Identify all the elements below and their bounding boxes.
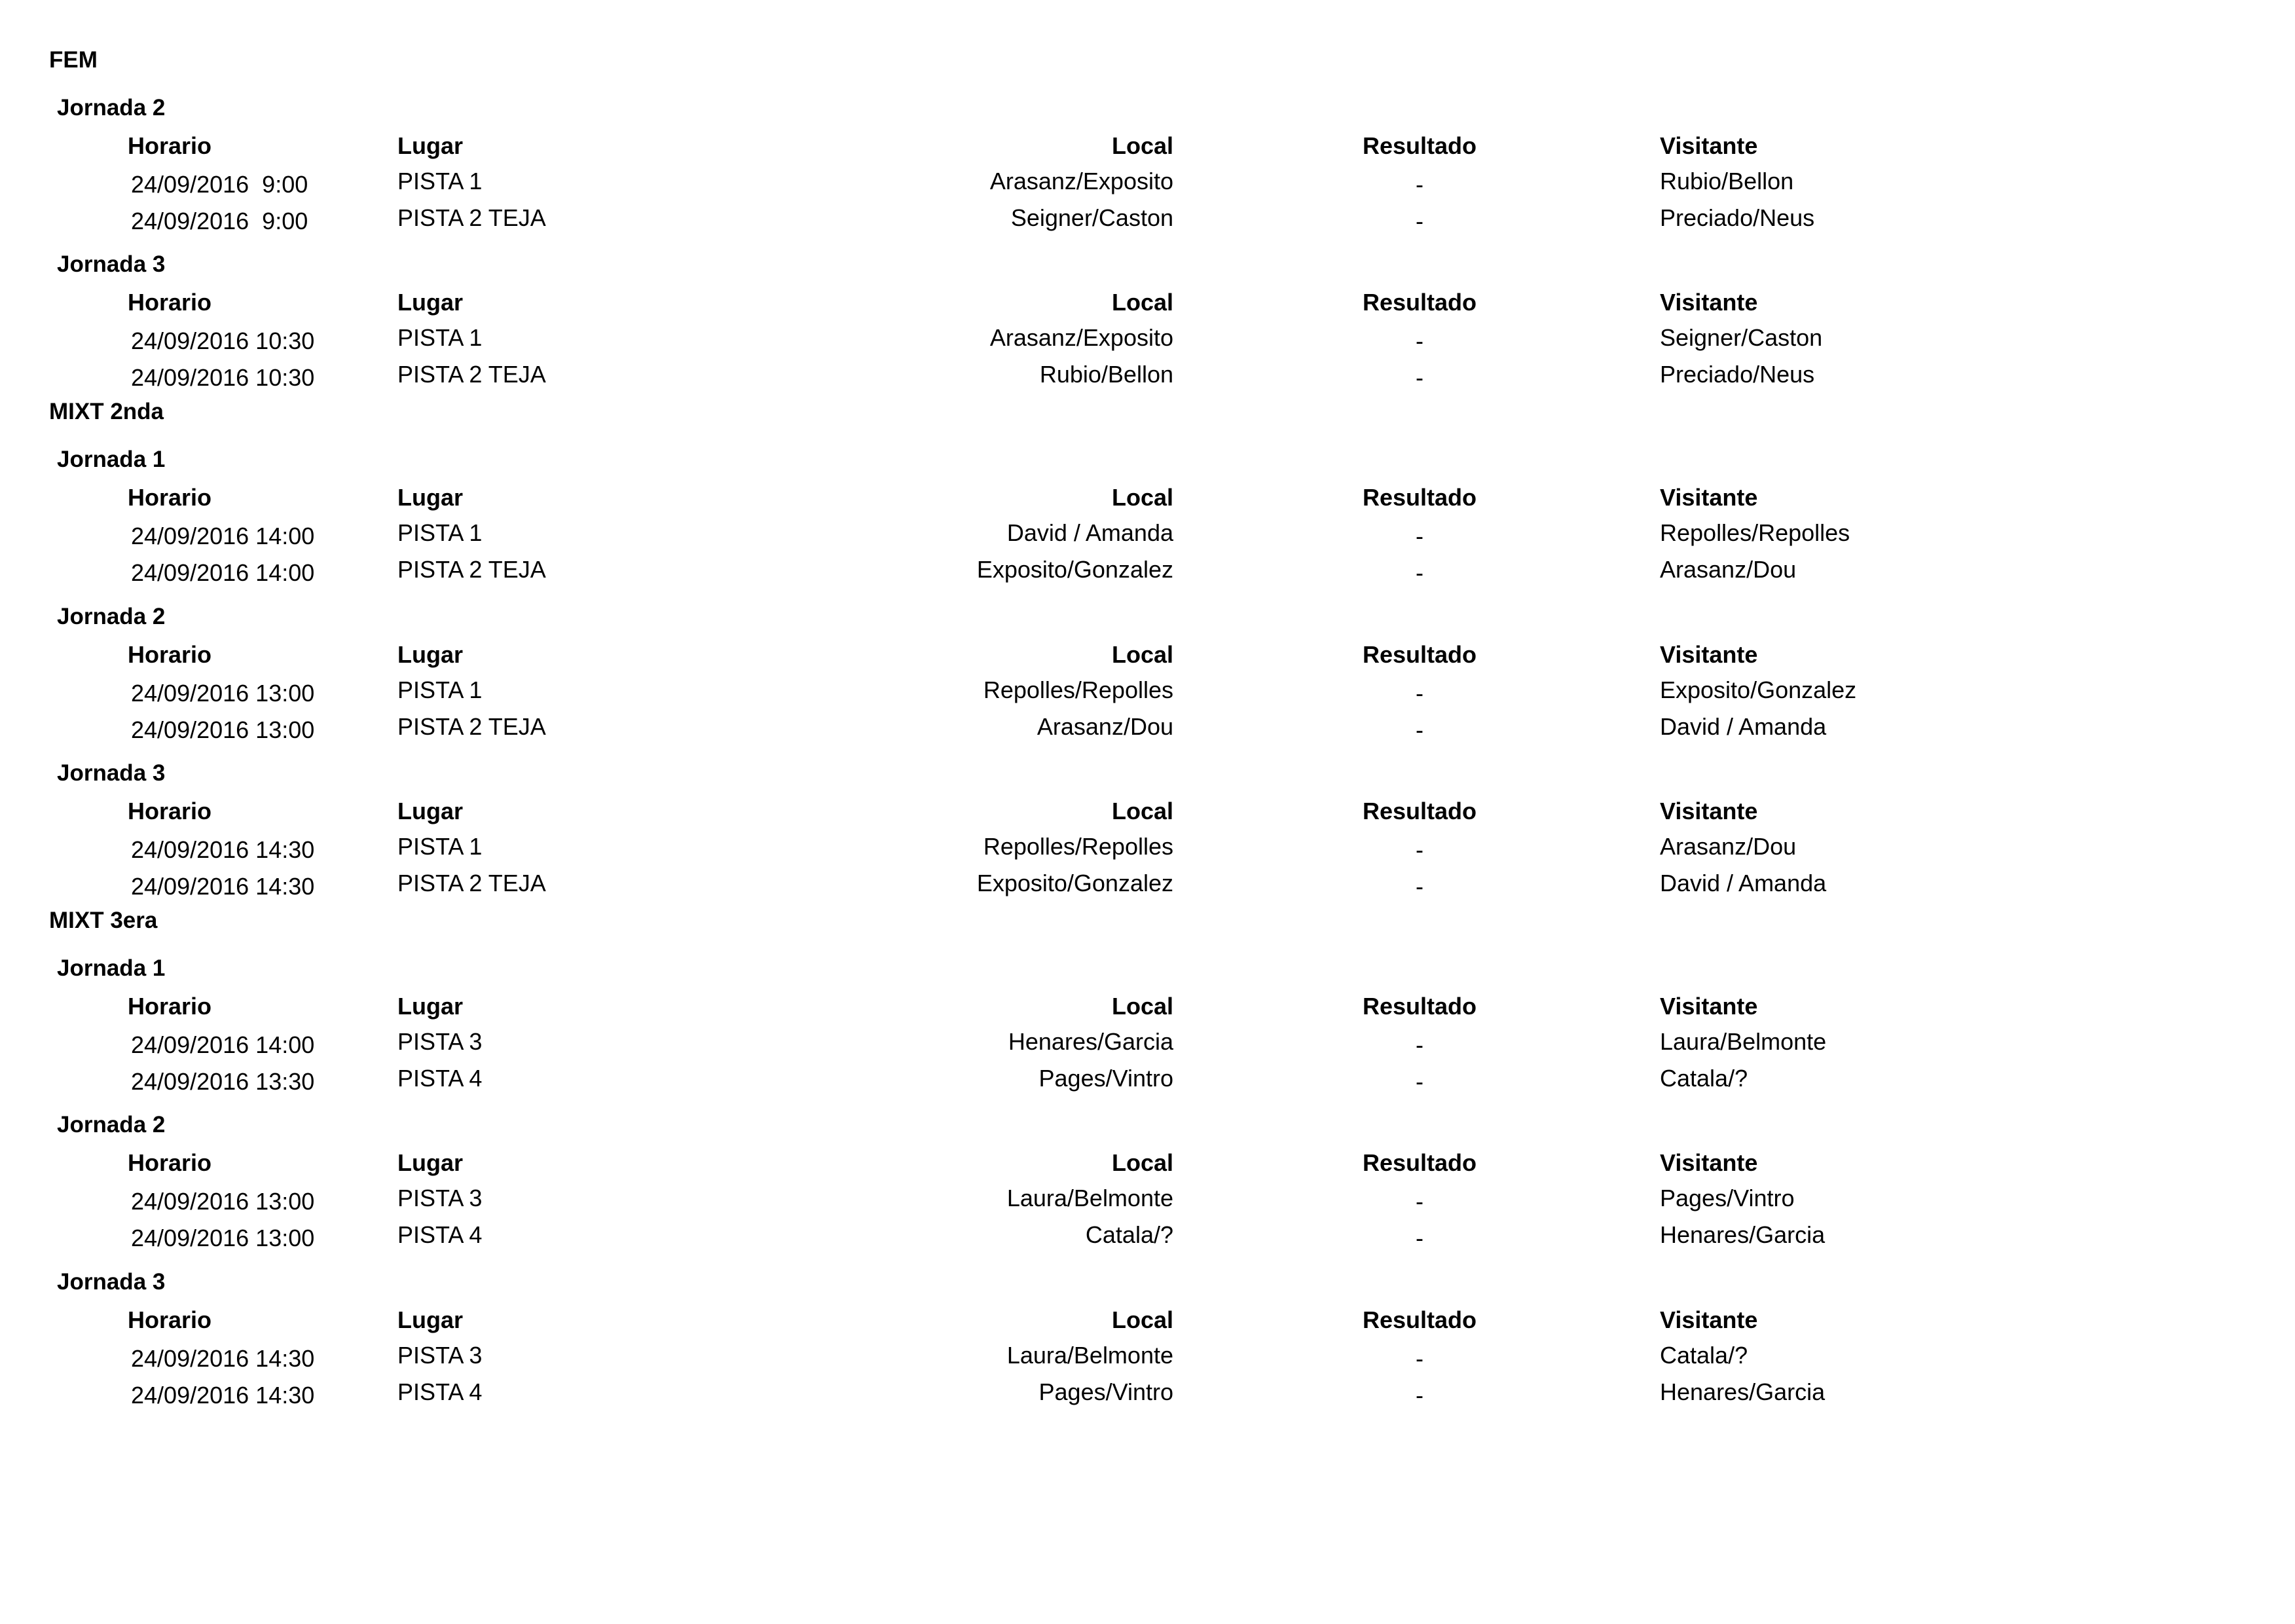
match-horario: 24/09/2016 13:00 [131,716,315,743]
match-resultado: - [1416,1382,1423,1409]
column-header-visitante: Visitante [1660,1306,1758,1333]
column-header-visitante: Visitante [1660,132,1758,159]
match-row [0,204,2295,236]
column-header-horario: Horario [128,289,212,316]
jornada-title: Jornada 2 [57,95,166,120]
match-horario: 24/09/2016 10:30 [131,327,315,354]
column-header-local: Local [1111,641,1173,668]
table-header-row [0,992,2295,1025]
match-horario: 24/09/2016 14:30 [131,1345,315,1372]
column-header-resultado: Resultado [1362,1149,1477,1176]
match-resultado: - [1416,327,1423,354]
column-header-local: Local [1111,1306,1173,1333]
column-header-horario: Horario [128,132,212,159]
jornada-title: Jornada 2 [57,1112,166,1137]
match-lugar: PISTA 4 [397,1378,483,1405]
match-local: Laura/Belmonte [1006,1342,1173,1369]
match-row [0,832,2295,865]
match-visitante: Repolles/Repolles [1660,519,1850,546]
column-header-local: Local [1111,798,1173,824]
column-header-resultado: Resultado [1362,484,1477,511]
column-header-horario: Horario [128,484,212,511]
column-header-visitante: Visitante [1660,1149,1758,1176]
match-visitante: Catala/? [1660,1065,1748,1092]
match-visitante: Seigner/Caston [1660,324,1823,351]
match-lugar: PISTA 2 TEJA [397,556,546,583]
table-header-row [0,797,2295,830]
match-local: Exposito/Gonzalez [976,870,1173,896]
column-header-lugar: Lugar [397,289,464,316]
column-header-visitante: Visitante [1660,798,1758,824]
match-row [0,676,2295,709]
table-header-row [0,288,2295,321]
column-header-lugar: Lugar [397,484,464,511]
jornada-title: Jornada 3 [57,251,166,277]
match-horario: 24/09/2016 13:00 [131,680,315,707]
column-header-horario: Horario [128,993,212,1020]
column-header-resultado: Resultado [1362,289,1477,316]
match-row [0,555,2295,588]
match-row [0,1184,2295,1217]
table-header-row [0,640,2295,673]
jornada-title: Jornada 3 [57,1269,166,1295]
match-resultado: - [1416,680,1423,707]
column-header-local: Local [1111,289,1173,316]
column-header-lugar: Lugar [397,1149,464,1176]
match-local: Seigner/Caston [1010,204,1173,231]
column-header-resultado: Resultado [1362,993,1477,1020]
table-header-row [0,132,2295,164]
match-resultado: - [1416,1068,1423,1095]
match-local: Pages/Vintro [1038,1378,1173,1405]
match-local: Arasanz/Dou [1037,713,1173,740]
jornada-title: Jornada 2 [57,604,166,629]
match-visitante: Arasanz/Dou [1660,833,1797,860]
match-row [0,360,2295,393]
match-lugar: PISTA 1 [397,833,483,860]
match-horario: 24/09/2016 9:00 [131,208,308,234]
match-local: Henares/Garcia [1008,1028,1173,1055]
column-header-horario: Horario [128,1306,212,1333]
match-row [0,1341,2295,1374]
jornada-title: Jornada 1 [57,955,166,981]
column-header-visitante: Visitante [1660,993,1758,1020]
column-header-local: Local [1111,993,1173,1020]
match-lugar: PISTA 4 [397,1221,483,1248]
match-local: Rubio/Bellon [1039,361,1173,388]
match-resultado: - [1416,364,1423,391]
match-visitante: Catala/? [1660,1342,1748,1369]
column-header-lugar: Lugar [397,132,464,159]
match-resultado: - [1416,873,1423,900]
column-header-lugar: Lugar [397,641,464,668]
match-lugar: PISTA 2 TEJA [397,870,546,896]
match-row [0,1027,2295,1060]
column-header-horario: Horario [128,641,212,668]
jornada-title: Jornada 1 [57,447,166,472]
column-header-resultado: Resultado [1362,798,1477,824]
match-visitante: Pages/Vintro [1660,1185,1795,1211]
match-visitante: Exposito/Gonzalez [1660,676,1857,703]
match-local: Catala/? [1085,1221,1173,1248]
column-header-visitante: Visitante [1660,289,1758,316]
match-resultado: - [1416,1345,1423,1372]
column-header-lugar: Lugar [397,1306,464,1333]
column-header-visitante: Visitante [1660,484,1758,511]
match-local: Repolles/Repolles [983,833,1173,860]
match-local: Repolles/Repolles [983,676,1173,703]
match-horario: 24/09/2016 14:00 [131,1031,315,1058]
match-horario: 24/09/2016 14:30 [131,1382,315,1409]
match-local: Pages/Vintro [1038,1065,1173,1092]
match-visitante: Arasanz/Dou [1660,556,1797,583]
match-resultado: - [1416,716,1423,743]
match-row [0,712,2295,745]
match-resultado: - [1416,836,1423,863]
match-visitante: Henares/Garcia [1660,1378,1826,1405]
match-lugar: PISTA 1 [397,324,483,351]
match-resultado: - [1416,559,1423,586]
match-lugar: PISTA 4 [397,1065,483,1092]
category-title: FEM [49,47,98,73]
match-visitante: Henares/Garcia [1660,1221,1826,1248]
match-horario: 24/09/2016 13:00 [131,1225,315,1251]
match-local: Exposito/Gonzalez [976,556,1173,583]
column-header-resultado: Resultado [1362,1306,1477,1333]
table-header-row [0,1306,2295,1338]
match-lugar: PISTA 2 TEJA [397,361,546,388]
match-row [0,869,2295,902]
column-header-resultado: Resultado [1362,132,1477,159]
match-lugar: PISTA 2 TEJA [397,713,546,740]
match-local: Laura/Belmonte [1006,1185,1173,1211]
match-lugar: PISTA 3 [397,1028,483,1055]
column-header-lugar: Lugar [397,993,464,1020]
match-horario: 24/09/2016 13:30 [131,1068,315,1095]
column-header-resultado: Resultado [1362,641,1477,668]
table-header-row [0,1149,2295,1181]
column-header-visitante: Visitante [1660,641,1758,668]
match-horario: 24/09/2016 13:00 [131,1188,315,1215]
match-horario: 24/09/2016 10:30 [131,364,315,391]
match-visitante: Laura/Belmonte [1660,1028,1827,1055]
match-lugar: PISTA 1 [397,168,483,194]
match-row [0,1064,2295,1097]
match-visitante: David / Amanda [1660,713,1827,740]
table-header-row [0,483,2295,516]
match-horario: 24/09/2016 14:30 [131,873,315,900]
column-header-horario: Horario [128,1149,212,1176]
match-resultado: - [1416,1031,1423,1058]
match-lugar: PISTA 1 [397,519,483,546]
match-local: Arasanz/Exposito [989,168,1173,194]
column-header-local: Local [1111,132,1173,159]
match-visitante: Preciado/Neus [1660,361,1815,388]
match-lugar: PISTA 3 [397,1185,483,1211]
match-row [0,1378,2295,1411]
match-lugar: PISTA 1 [397,676,483,703]
match-horario: 24/09/2016 14:30 [131,836,315,863]
column-header-horario: Horario [128,798,212,824]
match-resultado: - [1416,523,1423,549]
match-local: David / Amanda [1006,519,1173,546]
jornada-title: Jornada 3 [57,760,166,786]
category-title: MIXT 2nda [49,399,164,424]
match-horario: 24/09/2016 14:00 [131,523,315,549]
match-row [0,167,2295,200]
category-title: MIXT 3era [49,908,158,933]
column-header-local: Local [1111,484,1173,511]
match-visitante: Preciado/Neus [1660,204,1815,231]
match-visitante: Rubio/Bellon [1660,168,1794,194]
match-row [0,519,2295,551]
match-visitante: David / Amanda [1660,870,1827,896]
match-horario: 24/09/2016 9:00 [131,171,308,198]
match-resultado: - [1416,171,1423,198]
match-resultado: - [1416,208,1423,234]
match-horario: 24/09/2016 14:00 [131,559,315,586]
match-resultado: - [1416,1188,1423,1215]
match-row [0,1221,2295,1253]
match-lugar: PISTA 3 [397,1342,483,1369]
column-header-local: Local [1111,1149,1173,1176]
match-row [0,323,2295,356]
match-lugar: PISTA 2 TEJA [397,204,546,231]
match-local: Arasanz/Exposito [989,324,1173,351]
column-header-lugar: Lugar [397,798,464,824]
match-resultado: - [1416,1225,1423,1251]
